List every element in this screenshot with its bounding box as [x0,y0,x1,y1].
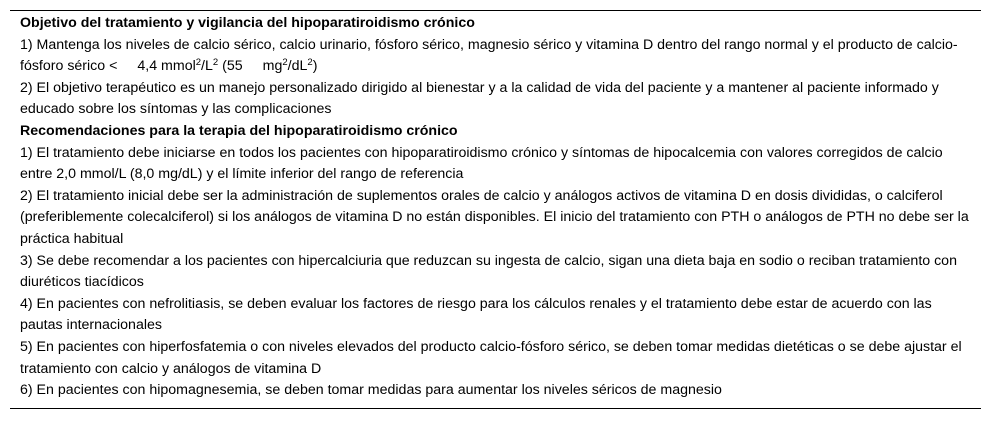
recommendations-heading: Recomendaciones para la terapia del hipoparatiroidismo crónico [20,122,458,139]
recommendation-item-5: 5) En pacientes con hiperfosfatemia o con niveles elevados del producto calcio-fósforo sérico, se deben tomar medidas dietéticas o se debe ajustar el tratamiento con calcio y análogos de vitamina D [20,338,962,377]
table-row [10,337,981,380]
table-row [10,11,981,35]
objective-item-2: 2) El objetivo terapéutico es un manejo personalizado dirigido al bienestar y a la calidad de vida del paciente y a mantener al paciente informado y educado sobre los síntomas y las complicaciones [20,79,939,118]
unit-per-liter: /L [201,58,213,75]
superscript: 2 [307,57,313,69]
objective-heading: Objetivo del tratamiento y vigilancia del hipoparatiroidismo crónico [20,15,475,31]
table-row [10,186,981,251]
table-row [10,251,981,294]
table-row [10,35,981,78]
table-row [10,294,981,337]
table-row [10,78,981,121]
table-row [10,143,981,186]
recommendation-item-4: 4) En pacientes con nefrolitiasis, se deben evaluar los factores de riesgo para los cálculos renales y el tratamiento debe estar de acuerdo con las pautas internacionales [20,295,932,334]
paren-open-value: (55 [222,58,243,75]
paren-close: ) [312,58,318,75]
recommendations-table [10,10,981,409]
value-mg: mg [262,58,283,75]
superscript: 2 [195,57,202,69]
recommendation-item-1: 1) El tratamiento debe iniciarse en todos los pacientes con hipoparatiroidismo crónico y síntomas de hipocalcemia con valores corregidos de calcio entre 2,0 mmol/L (8,0 mg/dL) y el límite inferior del rango de referencia [20,144,943,183]
table-row [10,121,981,143]
value-mmol: 4,4 mmol [137,58,196,75]
recommendation-item-6: 6) En pacientes con hipomagnesemia, se deben tomar medidas para aumentar los niveles séricos de magnesio [20,382,722,399]
unit-per-deciliter: /dL [287,58,308,75]
objective-item-1 [10,35,981,78]
table-row [10,380,981,408]
superscript: 2 [282,57,288,69]
superscript: 2 [212,57,219,69]
recommendation-item-2: 2) El tratamiento inicial debe ser la administración de suplementos orales de calcio y análogos activos de vitamina D en dosis divididas, o calciferol (preferiblemente colecalciferol) si los análogos de vitamina D no están disponibles. El inicio del tratamiento con PTH o análogos de PTH no debe ser la práctica habitual [20,187,969,247]
recommendations-table-container [10,10,981,409]
recommendation-item-3: 3) Se debe recomendar a los pacientes con hipercalciuria que reduzcan su ingesta de calcio, sigan una dieta baja en sodio o reciban tratamiento con diuréticos tiacídicos [20,252,957,291]
objective-item-1-text: 1) Mantenga los niveles de calcio sérico, calcio urinario, fósforo sérico, magnesio sérico y vitamina D dentro del rango normal y el producto de calcio-fósforo sérico < [20,36,958,75]
